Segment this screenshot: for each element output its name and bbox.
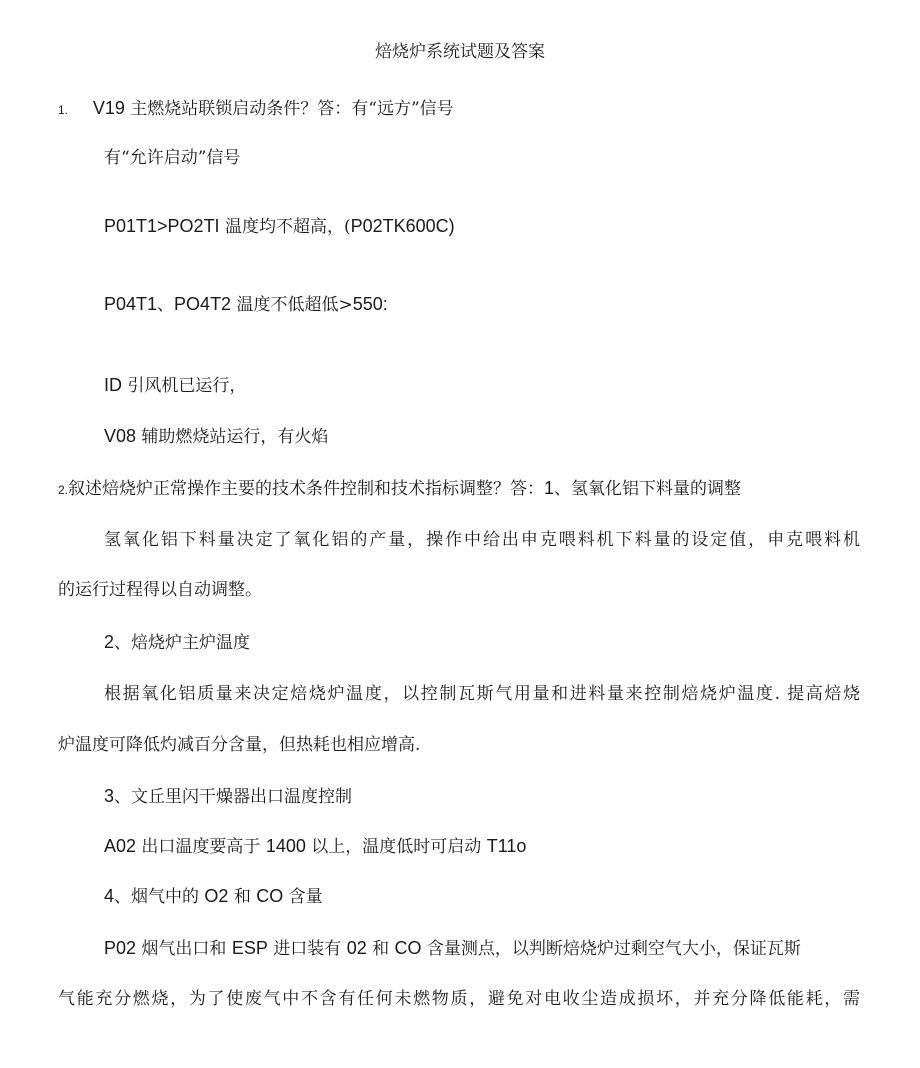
question-1: 1. V19 主燃烧站联锁启动条件？答：有“远方”信号 <box>58 98 454 119</box>
q1-condition-2: P01T1>PO2TI 温度均不超高，(P02TK600C) <box>104 216 455 237</box>
q1-condition-1: 有“允许启动”信号 <box>104 148 241 168</box>
paragraph-1-line-2: 的运行过程得以自动调整。 <box>58 580 262 600</box>
section-heading-2: 2、焙烧炉主炉温度 <box>104 632 251 653</box>
q1-condition-3: P04T1、PO4T2 温度不低超低>550: <box>104 294 388 315</box>
question-2: 2.叙述焙烧炉正常操作主要的技术条件控制和技术指标调整？答：1、氢氧化铝下料量的调整 <box>58 478 742 499</box>
paragraph-1-line-1: 氢氧化铝下料量决定了氧化铝的产量，操作中给出申克喂料机下料量的设定值，申克喂料机 <box>104 530 860 550</box>
paragraph-4-line-2: 气能充分燃烧，为了使废气中不含有任何未燃物质，避免对电收尘造成损坏，并充分降低能耗，需 <box>58 989 860 1009</box>
paragraph-2-line-1: 根据氧化铝质量来决定焙烧炉温度，以控制瓦斯气用量和进料量来控制焙烧炉温度. 提高焙烧 <box>104 684 860 704</box>
paragraph-2-line-2: 炉温度可降低灼减百分含量，但热耗也相应增高. <box>58 735 421 755</box>
section-heading-4: 4、烟气中的 O2 和 CO 含量 <box>104 886 323 907</box>
document-title: 焙烧炉系统试题及答案 <box>375 42 545 62</box>
section-heading-3: 3、文丘里闪干燥器出口温度控制 <box>104 786 353 807</box>
paragraph-4-line-1: P02 烟气出口和 ESP 进口装有 02 和 CO 含量测点，以判断焙烧炉过剩空气大小，保证瓦斯 <box>104 938 801 959</box>
question-number: 1. <box>58 103 69 117</box>
q1-condition-4: ID 引风机已运行， <box>104 375 247 396</box>
q1-condition-5: V08 辅助燃烧站运行，有火焰 <box>104 426 329 447</box>
paragraph-3: A02 出口温度要高于 1400 以上，温度低时可启动 T11o <box>104 836 527 857</box>
question-number: 2. <box>58 483 69 497</box>
